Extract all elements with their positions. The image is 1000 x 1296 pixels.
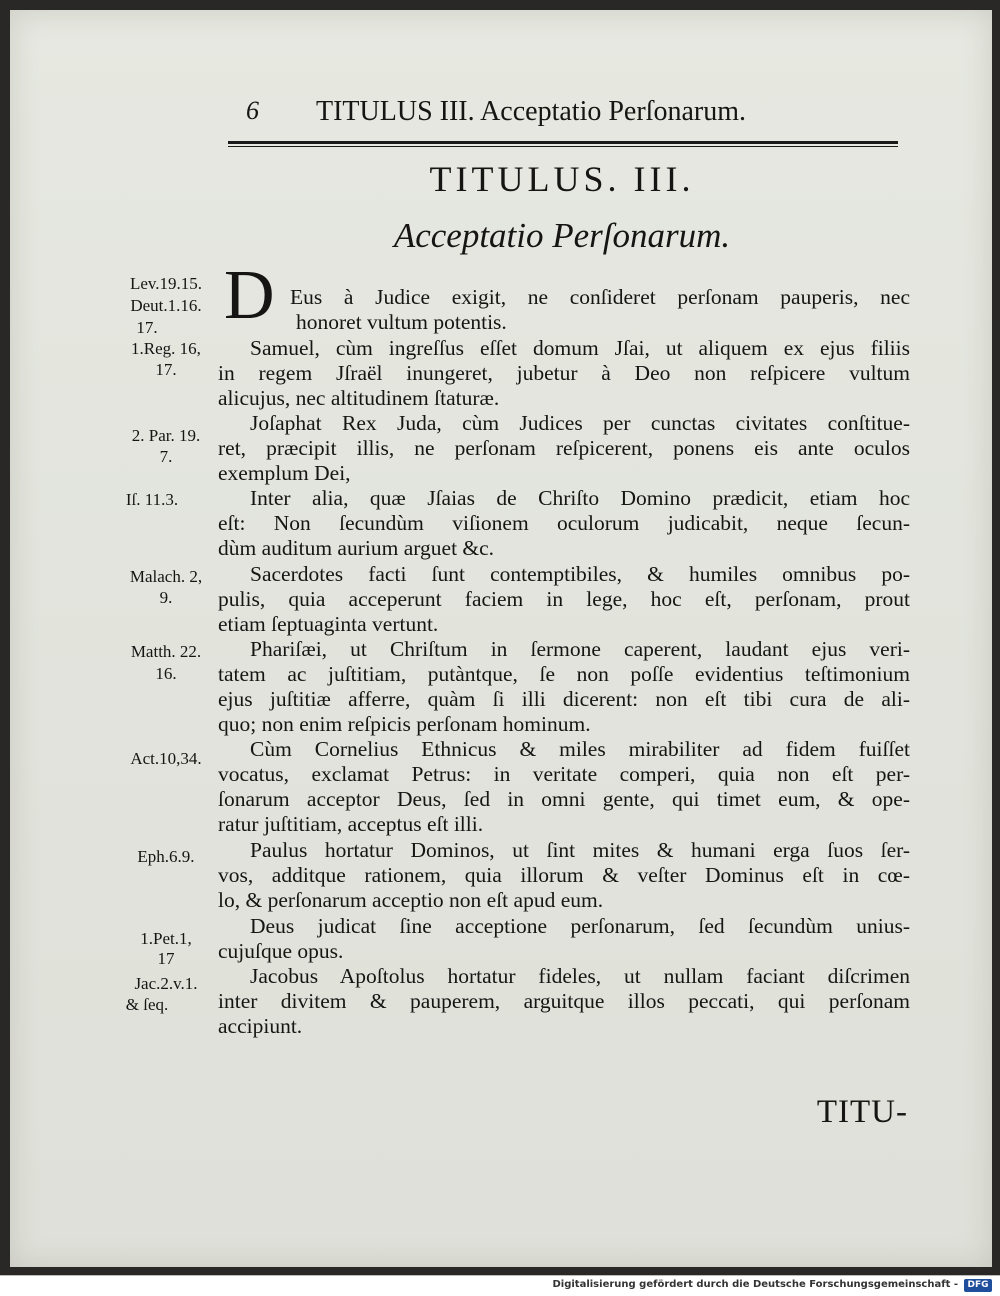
text-line: inter divitem & pauperem, arguitque illos peccati, qui perſonam xyxy=(218,989,910,1013)
margin-ref: Jac.2.v.1. xyxy=(134,974,198,993)
text-line: Samuel, cùm ingreſſus eſſet domum Jſai, ut aliquem ex ejus filiis xyxy=(250,336,910,360)
running-head: TITULUS III. Acceptatio Perſonarum. xyxy=(316,96,746,127)
margin-ref: 16. xyxy=(155,664,177,683)
margin-ref: & ſeq. xyxy=(125,995,169,1014)
chapter-title: TITULUS. III. xyxy=(429,159,695,199)
text-line: Jacobus Apoſtolus hortatur fideles, ut nullam faciant diſcrimen xyxy=(250,964,910,988)
header-rule-thin xyxy=(228,146,898,147)
margin-ref: 2. Par. 19. xyxy=(131,426,201,445)
margin-ref: 17. xyxy=(155,360,177,379)
chapter-subtitle: Acceptatio Perſonarum. xyxy=(393,216,731,255)
text-line: eſt: Non ſecundùm viſionem oculorum judicabit, neque ſecun- xyxy=(218,511,910,535)
page-number: 6 xyxy=(246,96,259,125)
margin-ref: Lev.19.15. xyxy=(129,274,203,293)
margin-ref: Malach. 2, xyxy=(129,567,203,586)
text-line: vocatus, exclamat Petrus: in veritate comperi, quia non eſt per- xyxy=(218,762,910,786)
text-line: Paulus hortatur Dominos, ut ſint mites & humani erga ſuos ſer- xyxy=(250,838,910,862)
text-line: tatem ac juſtitiam, putàntque, ſe non poſſe evidentius teſtimonium xyxy=(218,662,910,686)
text-line: Inter alia, quæ Jſaias de Chriſto Domino prædicit, etiam hoc xyxy=(250,486,910,510)
margin-ref: Eph.6.9. xyxy=(137,847,195,866)
text-line: honoret vultum potentis. xyxy=(296,310,507,334)
footer-credit: Digitalisierung gefördert durch die Deutsche Forschungsgemeinschaft - xyxy=(552,1279,958,1290)
footer-bar xyxy=(0,1275,1000,1296)
header-rule xyxy=(228,141,898,144)
text-line: quo; non enim reſpicis perſonam hominum. xyxy=(218,712,591,736)
dfg-logo: DFG xyxy=(964,1279,992,1292)
margin-ref: Act.10,34. xyxy=(130,749,202,768)
drop-cap: D xyxy=(224,257,275,334)
margin-ref: Matth. 22. xyxy=(130,642,202,661)
text-line: dùm auditum aurium arguet &c. xyxy=(218,536,495,560)
text-line: exemplum Dei, xyxy=(218,461,351,485)
text-line: ret, præcipit illis, ne perſonam reſpicerent, ponens eis ante oculos xyxy=(218,436,910,460)
text-line: Cùm Cornelius Ethnicus & miles mirabiliter ad fidem fuiſſet xyxy=(250,737,910,761)
text-line: cujuſque opus. xyxy=(218,939,344,963)
text-line: Deus judicat ſine acceptione perſonarum, ſed ſecundùm unius- xyxy=(250,914,910,938)
text-line: etiam ſeptuaginta vertunt. xyxy=(218,612,439,636)
text-line: alicujus, nec altitudinem ſtaturæ. xyxy=(218,386,500,410)
text-line: accipiunt. xyxy=(218,1014,303,1038)
margin-ref: 9. xyxy=(159,588,173,607)
text-line: in regem Jſraël inungeret, jubetur à Deo non reſpicere vultum xyxy=(218,361,910,385)
text-line: Sacerdotes facti ſunt contemptibiles, & humiles omnibus po- xyxy=(250,562,910,586)
text-line: vos, additque rationem, quia illorum & veſter Dominus eſt in cœ- xyxy=(218,863,910,887)
margin-ref: Iſ. 11.3. xyxy=(125,490,179,509)
margin-ref: 7. xyxy=(159,447,173,466)
text-line: Phariſæi, ut Chriſtum in ſermone caperent, laudant ejus veri- xyxy=(250,637,910,661)
margin-ref: 17 xyxy=(157,949,175,968)
text-line: Joſaphat Rex Juda, cùm Judices per cunctas civitates conſtitue- xyxy=(250,411,910,435)
text-line: ejus juſtitiæ afferre, quàm ſi illi dicerent: non eſt tibi cura de ali- xyxy=(218,687,910,711)
text-line: pulis, quia acceperunt faciem in lege, hoc eſt, perſonam, prout xyxy=(218,587,910,611)
margin-ref: 1.Pet.1, xyxy=(140,929,192,948)
text-line: Eus à Judice exigit, ne conſideret perſonam pauperis, nec xyxy=(290,285,910,309)
text-line: lo, & perſonarum acceptio non eſt apud eum. xyxy=(218,888,604,912)
catchword: TITU- xyxy=(816,1094,908,1130)
page-header xyxy=(240,96,840,130)
margin-ref: 1.Reg. 16, xyxy=(131,339,201,358)
margin-ref: Deut.1.16. xyxy=(130,296,202,315)
text-line: ratur juſtitiam, acceptus eſt illi. xyxy=(218,812,484,836)
margin-ref: 17. xyxy=(136,318,158,337)
text-line: ſonarum acceptor Deus, ſed in omni gente, qui timet eum, & ope- xyxy=(218,787,910,811)
